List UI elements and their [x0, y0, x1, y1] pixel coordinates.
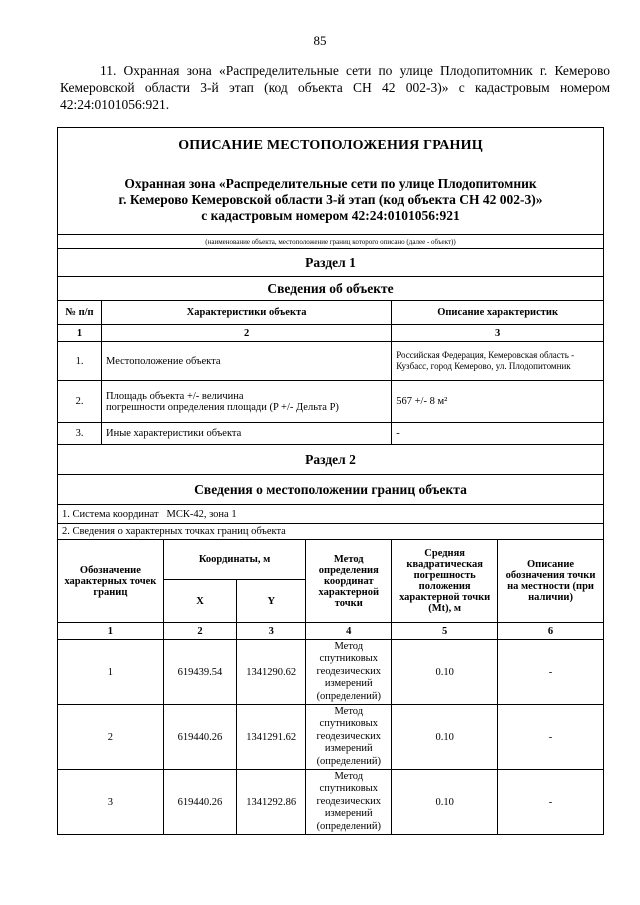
- header-x: X: [163, 580, 236, 623]
- header-row-number: № п/п: [58, 301, 102, 325]
- col-number: 3: [237, 623, 306, 640]
- point-description: -: [498, 705, 604, 770]
- points-caption: 2. Сведения о характерных точках границ объекта: [58, 524, 604, 540]
- header-description: Описание характеристик: [392, 301, 604, 325]
- characteristic-line2: погрешности определения площади (P +/- Дельта P): [106, 401, 339, 413]
- characteristic-value: Российская Федерация, Кемеровская область - Кузбасс, город Кемерово, ул. Плодопитомник: [392, 342, 604, 381]
- point-method: Метод спутниковых геодезических измерений (определений): [306, 705, 392, 770]
- col-number: 4: [306, 623, 392, 640]
- point-method: Метод спутниковых геодезических измерений (определений): [306, 640, 392, 705]
- characteristic-line1: Площадь объекта +/- величина: [106, 390, 244, 402]
- header-coordinates: Координаты, м: [163, 540, 306, 580]
- section2-subtitle: Сведения о местоположении границ объекта: [58, 475, 604, 505]
- characteristic-value: 567 +/- 8 м²: [392, 381, 604, 423]
- point-id: 1: [58, 640, 164, 705]
- coord-system: 1. Система координат МСК-42, зона 1: [58, 505, 604, 524]
- col-number: 6: [498, 623, 604, 640]
- characteristic-value: -: [392, 423, 604, 445]
- point-description: -: [498, 640, 604, 705]
- table-row: [58, 423, 604, 445]
- col-number: 1: [58, 623, 164, 640]
- point-description: -: [498, 770, 604, 835]
- object-caption: (наименование объекта, местоположение границ которого описано (далее - объект)): [58, 235, 604, 249]
- point-accuracy: 0.10: [392, 640, 498, 705]
- col-number: 2: [102, 325, 392, 342]
- characteristic: [102, 381, 392, 423]
- header-characteristics: Характеристики объекта: [102, 301, 392, 325]
- point-x: 619440.26: [163, 770, 236, 835]
- object-name: [62, 176, 599, 224]
- header-method: Метод определения координат характерной точки: [306, 540, 392, 623]
- col-number: 1: [58, 325, 102, 342]
- table-row: [58, 342, 604, 381]
- table-row: [58, 705, 604, 770]
- characteristic: Местоположение объекта: [102, 342, 392, 381]
- row-number: 3.: [58, 423, 102, 445]
- document-title-block: [58, 128, 604, 235]
- header-y: Y: [237, 580, 306, 623]
- table-row: [58, 770, 604, 835]
- row-number: 2.: [58, 381, 102, 423]
- point-accuracy: 0.10: [392, 770, 498, 835]
- point-id: 3: [58, 770, 164, 835]
- table-row: [58, 640, 604, 705]
- point-y: 1341292.86: [237, 770, 306, 835]
- point-x: 619440.26: [163, 705, 236, 770]
- document-title: ОПИСАНИЕ МЕСТОПОЛОЖЕНИЯ ГРАНИЦ: [178, 138, 483, 153]
- row-number: 1.: [58, 342, 102, 381]
- point-id: 2: [58, 705, 164, 770]
- intro-paragraph: [60, 62, 610, 113]
- point-y: 1341291.62: [237, 705, 306, 770]
- header-point: Обозначение характерных точек границ: [58, 540, 164, 623]
- header-accuracy: Средняя квадратическая погрешность положения характерной точки (Mt), м: [392, 540, 498, 623]
- point-x: 619439.54: [163, 640, 236, 705]
- page-number: 85: [313, 33, 327, 48]
- point-method: Метод спутниковых геодезических измерений (определений): [306, 770, 392, 835]
- object-name-line1: Охранная зона «Распределительные сети по улице Плодопитомник: [124, 176, 537, 191]
- point-y: 1341290.62: [237, 640, 306, 705]
- object-name-line3: с кадастровым номером 42:24:0101056:921: [201, 208, 460, 223]
- col-number: 2: [163, 623, 236, 640]
- section1-subtitle: Сведения об объекте: [58, 277, 604, 301]
- table-row: [58, 381, 604, 423]
- header-point-description: Описание обозначения точки на местности (при наличии): [498, 540, 604, 623]
- object-name-line2: г. Кемерово Кемеровской области 3-й этап (код объекта СН 42 002-3)»: [118, 192, 543, 207]
- boundary-description-table: [57, 127, 604, 835]
- col-number: 3: [392, 325, 604, 342]
- section1-title: Раздел 1: [58, 249, 604, 277]
- characteristic: Иные характеристики объекта: [102, 423, 392, 445]
- intro-text: 11. Охранная зона «Распределительные сети по улице Плодопитомник г. Кемерово Кемеровской области 3-й этап (код объекта СН 42 002-3)» с кадастровым номером 42:24:0101056:921.: [60, 63, 610, 112]
- point-accuracy: 0.10: [392, 705, 498, 770]
- section2-title: Раздел 2: [58, 445, 604, 475]
- col-number: 5: [392, 623, 498, 640]
